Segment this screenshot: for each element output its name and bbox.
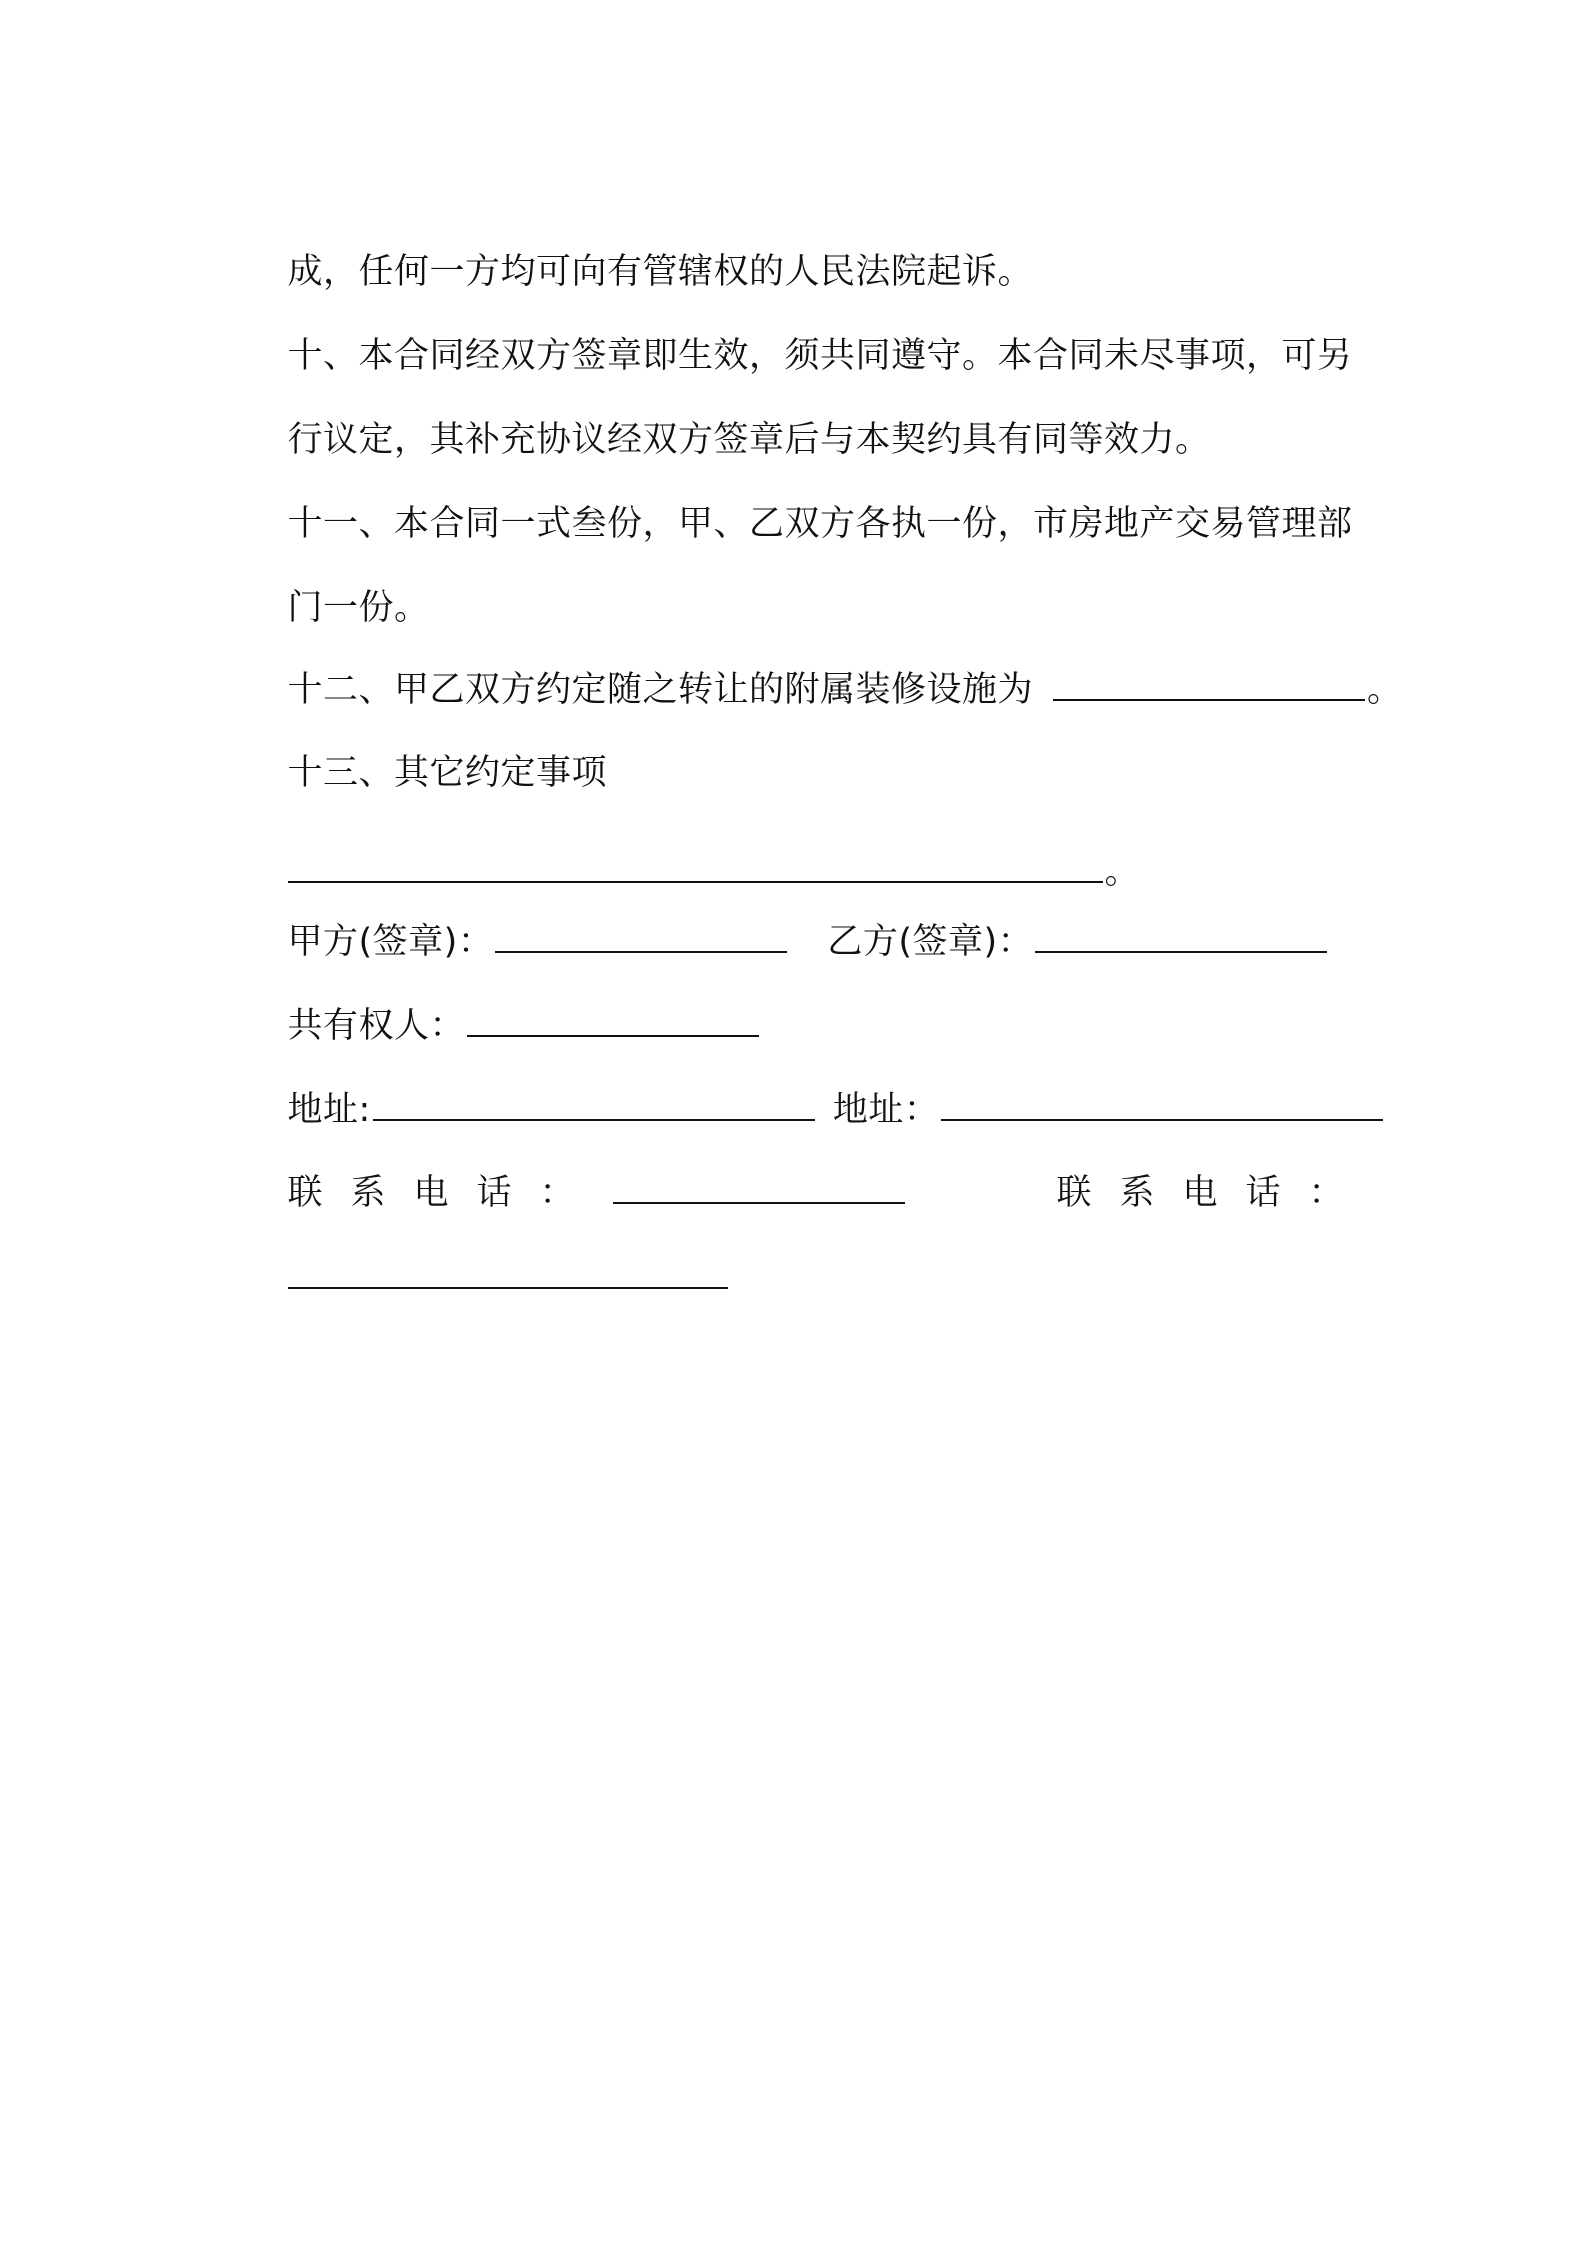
address-b-blank[interactable] [941,1089,1383,1121]
text-line: 十、本合同经双方签章即生效，须共同遵守。本合同未尽事项，可另 [287,336,1353,376]
phone-b-label: 联系电话： [1056,1173,1372,1213]
phone-a-label: 联系电话： [287,1173,603,1213]
period: 。 [1104,852,1141,892]
text-line: 十二、甲乙双方约定随之转让的附属装修设施为 [287,670,1034,710]
address-b-label: 地址： [832,1090,940,1130]
party-a-label: 甲方(签章)： [287,922,494,962]
party-b-label: 乙方(签章)： [827,922,1034,962]
address-a-blank[interactable] [373,1089,815,1121]
text-line: 行议定，其补充协议经双方签章后与本契约具有同等效力。 [287,420,1211,460]
party-a-signature-blank[interactable] [495,921,787,953]
text-line: 十三、其它约定事项 [287,753,608,793]
text-line: 成，任何一方均可向有管辖权的人民法院起诉。 [287,252,1034,292]
party-b-signature-blank[interactable] [1035,921,1327,953]
address-a-label: 地址: [287,1090,371,1130]
period: 。 [1367,670,1403,710]
text-line: 十一、本合同一式叁份，甲、乙双方各执一份，市房地产交易管理部 [287,504,1353,544]
co-owner-label: 共有权人： [287,1006,466,1046]
text-line: 门一份。 [287,588,430,628]
phone-b-blank[interactable] [288,1257,728,1289]
co-owner-blank[interactable] [467,1005,759,1037]
phone-b-row [241,1212,730,1344]
fixtures-blank[interactable] [1053,669,1365,701]
phone-a-blank[interactable] [613,1172,905,1204]
